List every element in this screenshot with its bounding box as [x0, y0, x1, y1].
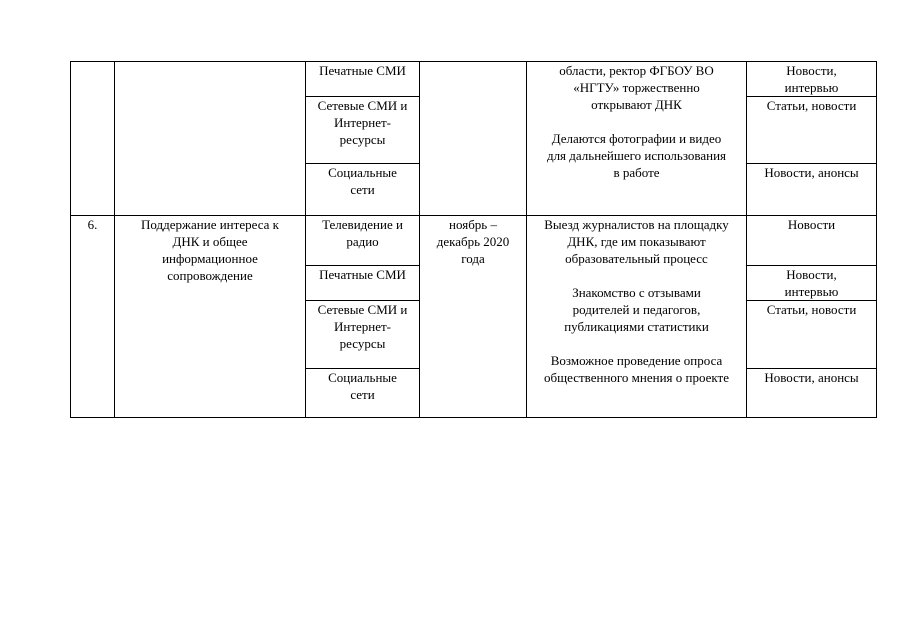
cell-text-line: Новости, анонсы [764, 370, 859, 385]
channel-cell [306, 369, 420, 418]
cell-text-line: декабрь 2020 [436, 234, 510, 249]
cell-text-line: Социальные [328, 165, 397, 180]
row-number: 6. [87, 217, 98, 232]
cell-text-line: Интернет- [333, 319, 392, 334]
content-cell [527, 62, 747, 216]
format-cell [747, 97, 877, 164]
task-cell [115, 62, 306, 216]
cell-text-line: Знакомство с отзывами [572, 285, 701, 300]
cell-text-line: информационное [162, 251, 258, 266]
cell-text-line: публикациями статистики [564, 319, 709, 334]
cell-text-line: Социальные [328, 370, 397, 385]
cell-text-line: интервью [784, 80, 839, 95]
number-cell [71, 62, 115, 216]
cell-text-line: ресурсы [339, 336, 386, 351]
cell-text-line: Телевидение и [322, 217, 403, 232]
paragraph-gap [530, 335, 743, 352]
cell-text-line: «НГТУ» торжественно [573, 80, 700, 95]
cell-text-line: Печатные СМИ [319, 63, 406, 78]
paragraph-gap [530, 113, 743, 130]
cell-text-line: Статьи, новости [766, 98, 857, 113]
cell-text-line: в работе [613, 165, 660, 180]
cell-text-line: ДНК и общее [172, 234, 248, 249]
cell-text-line: года [461, 251, 485, 266]
cell-text-line: Новости, [786, 63, 837, 78]
cell-text-line: Сетевые СМИ и [317, 302, 408, 317]
cell-text-line: Сетевые СМИ и [317, 98, 408, 113]
content-cell [527, 216, 747, 418]
cell-text-line: Новости [787, 217, 836, 232]
format-cell [747, 62, 877, 97]
media-plan-table [70, 61, 877, 418]
channel-cell [306, 216, 420, 266]
cell-text-line: открывают ДНК [591, 97, 682, 112]
cell-text-line: радио [346, 234, 379, 249]
cell-text-line: родителей и педагогов, [572, 302, 701, 317]
format-cell [747, 266, 877, 301]
cell-text-line: ресурсы [339, 132, 386, 147]
format-cell [747, 164, 877, 216]
channel-cell [306, 266, 420, 301]
period-cell [420, 62, 527, 216]
channel-cell [306, 97, 420, 164]
table-row [71, 216, 877, 266]
channel-cell [306, 164, 420, 216]
cell-text-line: Новости, анонсы [764, 165, 859, 180]
cell-text-line: Делаются фотографии и видео [551, 131, 722, 146]
channel-cell [306, 301, 420, 369]
cell-text-line: Новости, [786, 267, 837, 282]
cell-text-line: интервью [784, 284, 839, 299]
format-cell [747, 216, 877, 266]
format-cell [747, 369, 877, 418]
cell-text-line: Выезд журналистов на площадку [544, 217, 729, 232]
cell-text-line: образовательный процесс [565, 251, 708, 266]
cell-text-line: сопровождение [167, 268, 253, 283]
cell-text-line: области, ректор ФГБОУ ВО [559, 63, 714, 78]
table-row [71, 62, 877, 97]
paragraph-gap [530, 267, 743, 284]
number-cell [71, 216, 115, 418]
cell-text-line: общественного мнения о проекте [543, 370, 729, 385]
cell-text-line: ДНК, где им показывают [567, 234, 706, 249]
cell-text-line: Интернет- [333, 115, 392, 130]
cell-text-line: ноябрь – [449, 217, 497, 232]
cell-text-line: сети [350, 182, 375, 197]
channel-cell [306, 62, 420, 97]
task-cell [115, 216, 306, 418]
cell-text-line: Возможное проведение опроса [550, 353, 723, 368]
cell-text-line: сети [350, 387, 375, 402]
cell-text-line: Печатные СМИ [319, 267, 406, 282]
cell-text-line: для дальнейшего использования [546, 148, 727, 163]
period-cell [420, 216, 527, 418]
cell-text-line: Поддержание интереса к [141, 217, 279, 232]
cell-text-line: Статьи, новости [766, 302, 857, 317]
format-cell [747, 301, 877, 369]
